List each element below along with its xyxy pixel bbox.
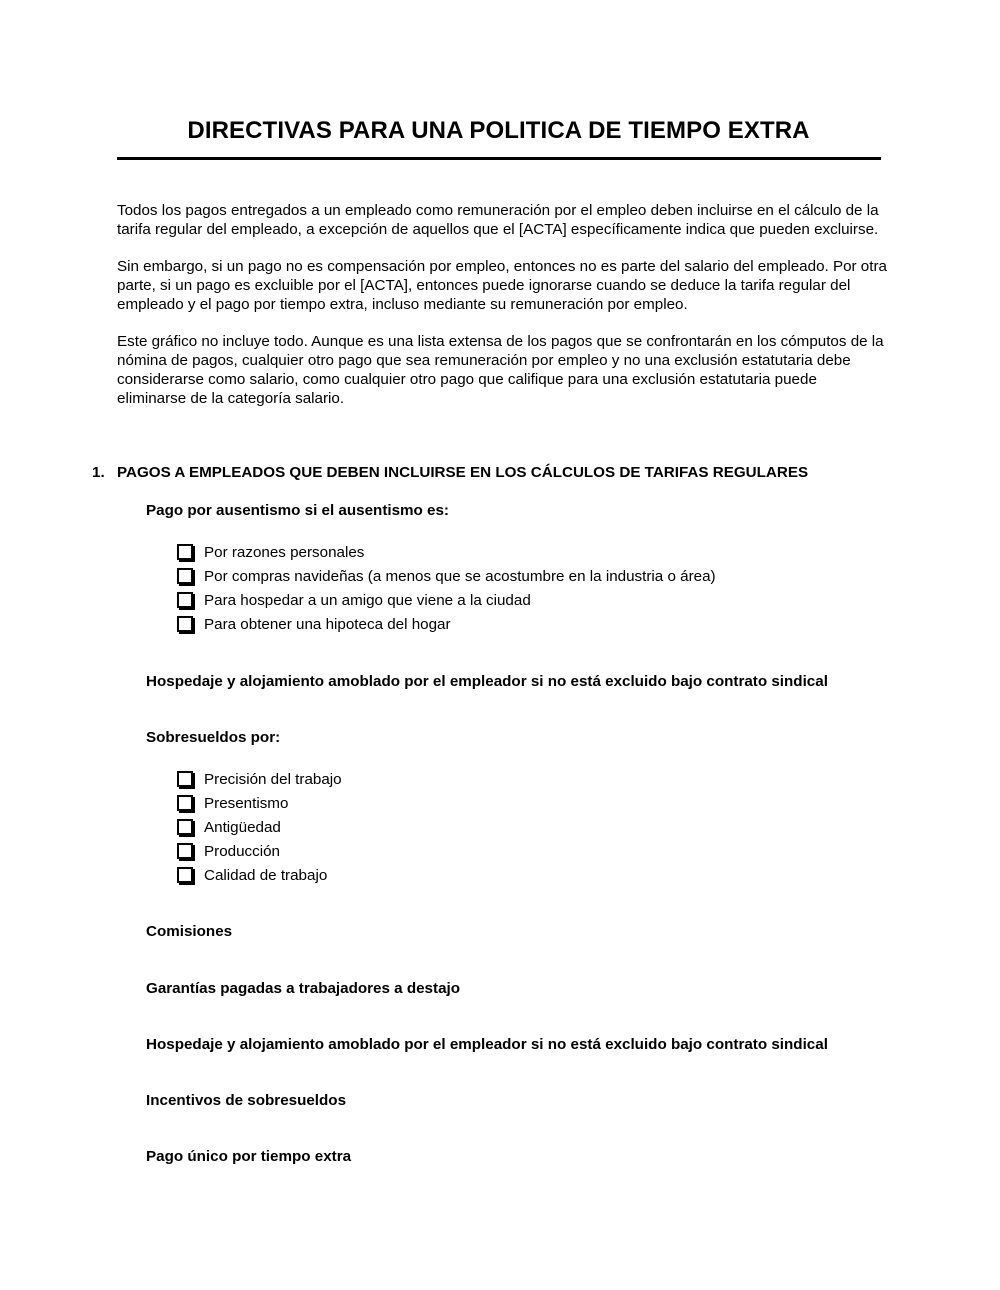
checkbox-icon xyxy=(177,568,193,584)
lodging-heading: Hospedaje y alojamiento amoblado por el empleador si no está excluido bajo contrato sindical xyxy=(146,673,828,690)
incentives-heading: Incentivos de sobresueldos xyxy=(146,1092,347,1109)
list-item: Presentismo xyxy=(177,792,342,816)
checkbox-icon xyxy=(177,544,193,560)
checkbox-icon xyxy=(177,819,193,835)
commissions-heading: Comisiones xyxy=(146,923,233,940)
list-item: Para hospedar a un amigo que viene a la ciudad xyxy=(177,589,716,613)
list-item: Por razones personales xyxy=(177,541,716,565)
bonus-heading: Sobresueldos por: xyxy=(146,729,281,746)
list-item: Precisión del trabajo xyxy=(177,768,342,792)
list-item: Calidad de trabajo xyxy=(177,864,342,888)
checkbox-icon xyxy=(177,592,193,608)
checkbox-icon xyxy=(177,771,193,787)
list-item: Para obtener una hipoteca del hogar xyxy=(177,613,716,637)
checkbox-icon xyxy=(177,616,193,632)
intro-paragraph-3: Este gráfico no incluye todo. Aunque es una lista extensa de los pagos que se confrontarán en los cómputos de la nómina de pagos, cualquier otro pago que sea remuneración por empleo y no una exclusión estatutaria debe considerarse como salario, como cualquier otro pago que califique para una exclusión estatutaria puede eliminarse de la categoría salario. xyxy=(117,333,884,407)
list-item: Antigüedad xyxy=(177,816,342,840)
intro-paragraph-2: Sin embargo, si un pago no es compensación por empleo, entonces no es parte del salario del empleado. Por otra parte, si un pago es excluible por el [ACTA], entonces puede ignorarse cuando se deduce la tarifa regular del empleado y el pago por tiempo extra, incluso mediante su remuneración por empleo. xyxy=(117,258,887,313)
absence-heading: Pago por ausentismo si el ausentismo es: xyxy=(146,502,449,519)
overtime-heading: Pago único por tiempo extra xyxy=(146,1148,352,1165)
checkbox-icon xyxy=(177,867,193,883)
absence-checklist xyxy=(177,541,716,637)
bonus-checklist xyxy=(177,768,342,888)
title-divider xyxy=(117,157,881,160)
checkbox-icon xyxy=(177,843,193,859)
intro-text xyxy=(117,201,887,426)
lodging-heading-repeat: Hospedaje y alojamiento amoblado por el empleador si no está excluido bajo contrato sindical xyxy=(146,1036,828,1053)
document-title: DIRECTIVAS PARA UNA POLITICA DE TIEMPO EXTRA xyxy=(187,117,810,144)
section-heading xyxy=(92,463,892,483)
section-title: PAGOS A EMPLEADOS QUE DEBEN INCLUIRSE EN LOS CÁLCULOS DE TARIFAS REGULARES xyxy=(117,464,809,481)
list-item: Producción xyxy=(177,840,342,864)
intro-paragraph-1: Todos los pagos entregados a un empleado como remuneración por el empleo deben incluirse en el cálculo de la tarifa regular del empleado, a excepción de aquellos que el [ACTA] específicamente indica que pueden excluirse. xyxy=(117,202,879,238)
checkbox-icon xyxy=(177,795,193,811)
list-item: Por compras navideñas (a menos que se acostumbre en la industria o área) xyxy=(177,565,716,589)
guarantees-heading: Garantías pagadas a trabajadores a destajo xyxy=(146,980,461,997)
section-number: 1. xyxy=(92,464,105,481)
